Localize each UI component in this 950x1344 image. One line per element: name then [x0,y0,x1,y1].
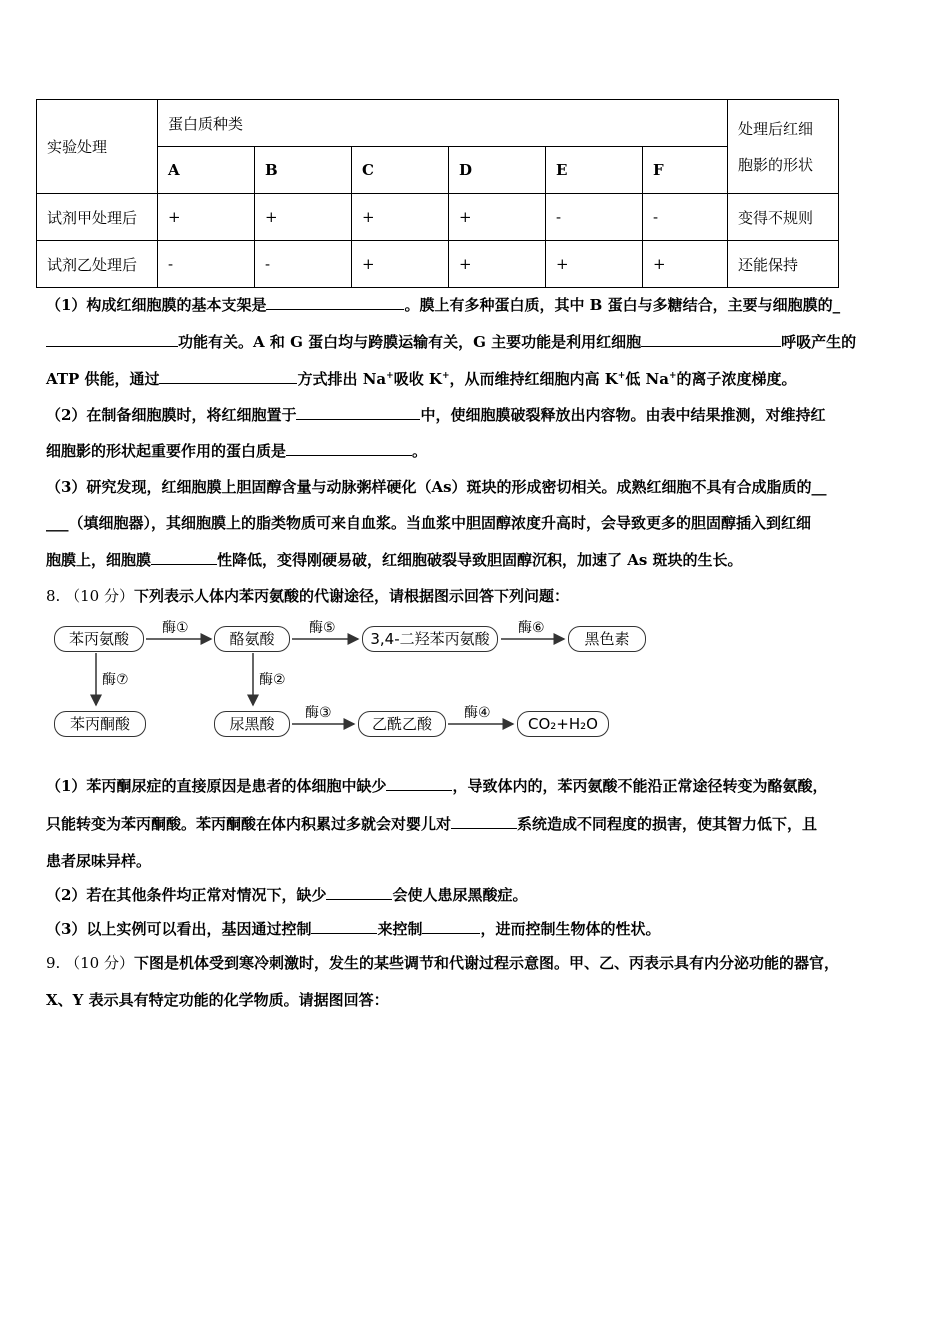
cell: - [546,194,643,241]
q7-line-4: （2）在制备细胞膜时，将红细胞置于 中，使细胞膜破裂释放出内容物。由表中结果推测，对维持红 [46,406,826,424]
enzyme-5-label: 酶⑤ [309,620,336,636]
col-b: B [255,147,352,194]
enzyme-6-label: 酶⑥ [518,620,545,636]
experiment-table [36,99,839,288]
cell: + [643,241,728,288]
protein-header: 蛋白质种类 [158,100,728,147]
table-row [37,241,839,288]
q8-line-3: 患者尿味异样。 [46,852,152,870]
cell: - [255,241,352,288]
row-label: 试剂甲处理后 [37,194,158,241]
q7-line-6: （3）研究发现，红细胞膜上胆固醇含量与动脉粥样硬化（As）斑块的形成密切相关。成熟红细胞不具有合成脂质的__ [46,478,827,496]
col-e: E [546,147,643,194]
enzyme-2-label: 酶② [259,672,286,688]
node-tyrosine: 酪氨酸 [214,626,290,652]
enzyme-1-label: 酶① [162,620,189,636]
enzyme-4-label: 酶④ [464,705,491,721]
cell: + [352,241,449,288]
col-a: A [158,147,255,194]
q7-line-8: 胞膜上，细胞膜 性降低，变得刚硬易破，红细胞破裂导致胆固醇沉积，加速了 As 斑块的生长。 [46,551,743,569]
col-d: D [449,147,546,194]
question-8-header: 8. （10 分）下列表示人体内苯丙氨酸的代谢途径，请根据图示回答下列问题： [46,587,569,605]
enzyme-7-label: 酶⑦ [102,672,129,688]
col-c: C [352,147,449,194]
q8-line-5: （3）以上实例可以看出，基因通过控制 来控制 ，进而控制生物体的性状。 [46,920,661,938]
node-homogentisate: 尿黑酸 [214,711,290,737]
node-acetoacetate: 乙酰乙酸 [358,711,446,737]
q7-line-5: 细胞影的形状起重要作用的蛋白质是 。 [46,442,428,460]
q7-line-2: 功能有关。A 和 G 蛋白均与跨膜运输有关，G 主要功能是利用红细胞 呼吸产生的 [46,331,914,352]
q8-line-2: 只能转变为苯丙酮酸。苯丙酮酸在体内积累过多就会对婴儿对 系统造成不同程度的损害，使其智力低下，且 [46,815,818,833]
node-co2-h2o: CO₂+H₂O [517,711,609,737]
q7-line-3: ATP 供能，通过 方式排出 Na+吸收 K+，从而维持红细胞内高 K+低 Na+的离子浓度梯度。 [46,370,797,388]
metabolism-diagram [46,613,666,748]
cell: + [255,194,352,241]
shape-cell: 变得不规则 [728,194,839,241]
q7-line-7: ___（填细胞器），其细胞膜上的脂类物质可来自血浆。当血浆中胆固醇浓度升高时，会导致更多的胆固醇插入到红细 [46,514,812,532]
cell: + [158,194,255,241]
node-dopa: 3,4-二羟苯丙氨酸 [362,626,498,652]
q8-line-4: （2）若在其他条件均正常对情况下，缺少 会使人患尿黑酸症。 [46,886,528,904]
node-phenylalanine: 苯丙氨酸 [54,626,144,652]
q8-line-1: （1）苯丙酮尿症的直接原因是患者的体细胞中缺少 ，导致体内的，苯丙氨酸不能沿正常途径转变为酪氨酸， [46,777,828,795]
node-phenylpyruvate: 苯丙酮酸 [54,711,146,737]
node-melanin: 黑色素 [568,626,646,652]
cell: + [449,241,546,288]
enzyme-3-label: 酶③ [305,705,332,721]
question-9-header: 9. （10 分）下图是机体受到寒冷刺激时，发生的某些调节和代谢过程示意图。甲、乙、丙表示具有内分泌功能的器官， [46,954,839,972]
cell: + [352,194,449,241]
cell: + [449,194,546,241]
shape-cell: 还能保持 [728,241,839,288]
cell: - [643,194,728,241]
col-f: F [643,147,728,194]
cell: + [546,241,643,288]
shape-header: 处理后红细 胞影的形状 [728,100,839,194]
column-header-row [37,147,839,194]
row-label: 试剂乙处理后 [37,241,158,288]
cell: - [158,241,255,288]
q7-line-1: （1）构成红细胞膜的基本支架是 。膜上有多种蛋白质，其中 B 蛋白与多糖结合，主要与细胞膜的_ [46,296,841,314]
table-row [37,194,839,241]
row-header: 实验处理 [37,100,158,194]
q9-line-2: X、Y 表示具有特定功能的化学物质。请据图回答： [46,991,389,1009]
